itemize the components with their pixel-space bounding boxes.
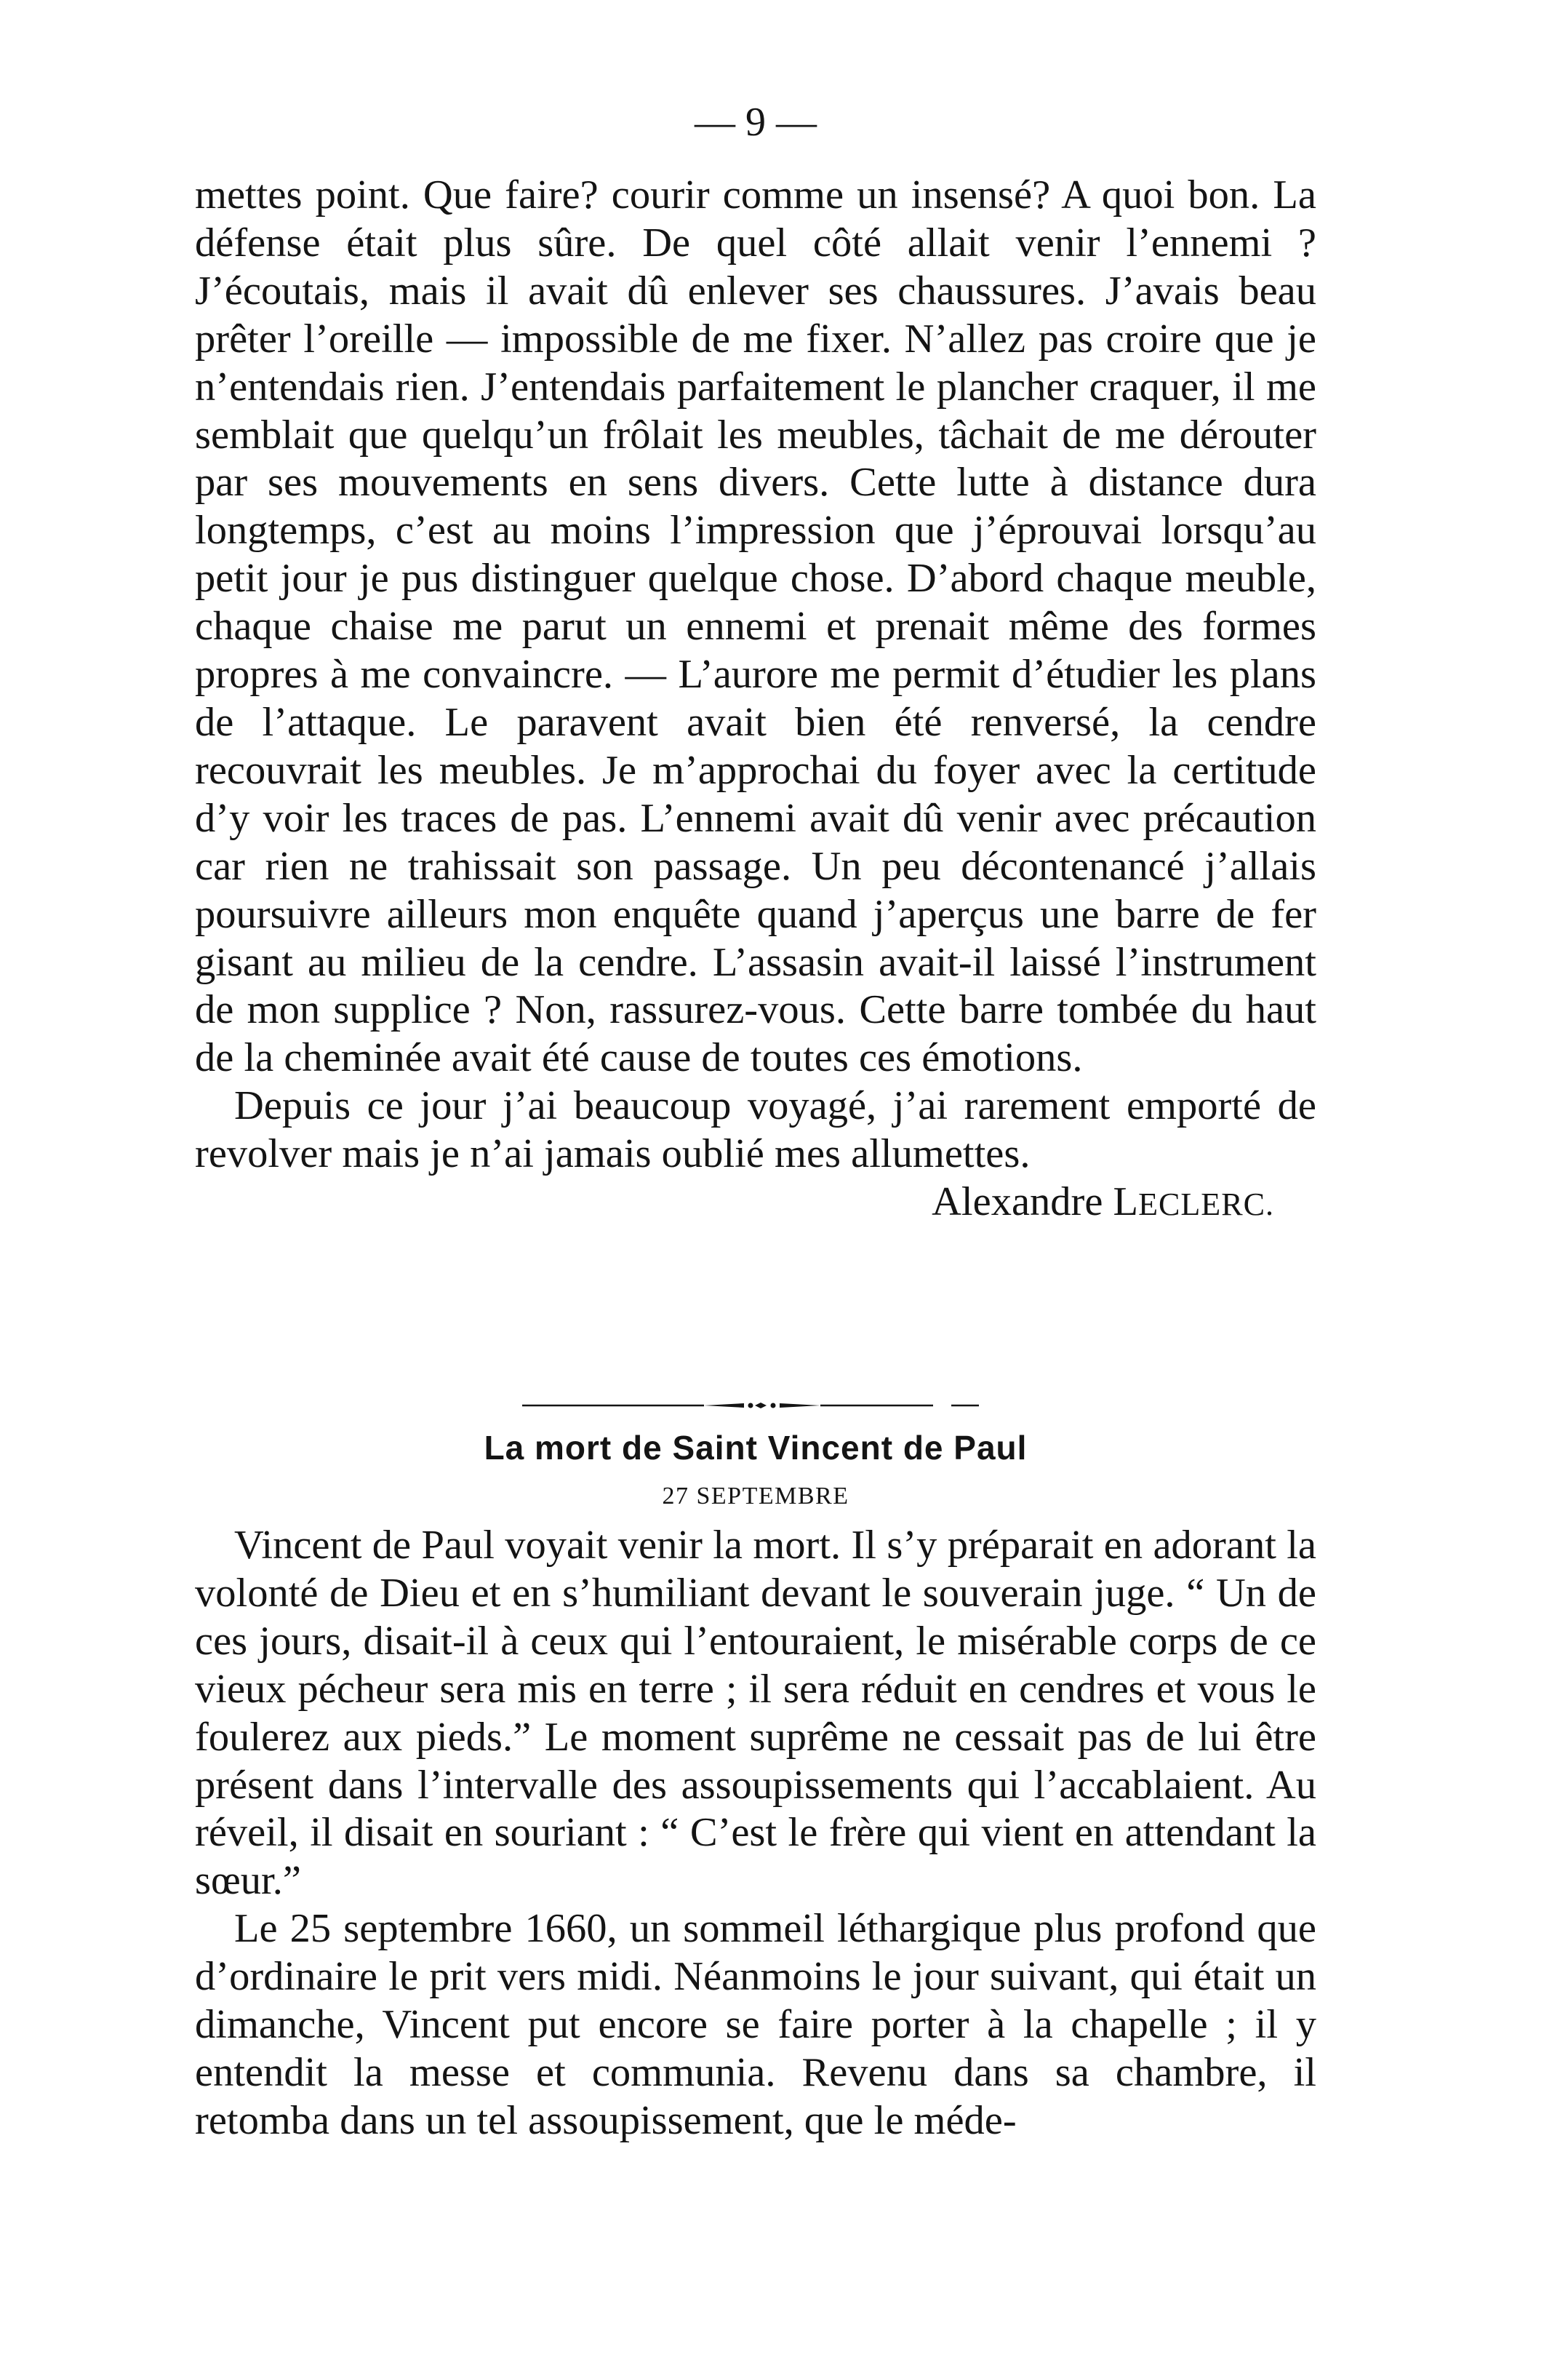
page-number: — 9 — <box>695 100 817 145</box>
book-page <box>195 0 1316 2365</box>
author-signature <box>195 1178 1316 1229</box>
second-section-text <box>195 1522 1316 2145</box>
section-date: 27 SEPTEMBRE <box>662 1483 849 1509</box>
first-section-text <box>195 172 1316 1229</box>
section-title: La mort de Saint Vincent de Paul <box>484 1429 1028 1467</box>
signature-surname: ECLERC. <box>1138 1187 1274 1223</box>
signature-name: Alexandre L <box>932 1179 1139 1225</box>
paragraph: Depuis ce jour j’ai beaucoup voyagé, j’ai rarement emporté de revolver mais je n’ai jamais oublié mes allumettes. <box>195 1083 1316 1177</box>
paragraph: Vincent de Paul voyait venir la mort. Il s’y préparait en adorant la volonté de Dieu et en s’humiliant devant le souverain juge. “ Un de ces jours, disait-il à ceux qui l’entouraient, le misérable corps de ce vieux pécheur sera mis en terre ; il sera réduit en cendres et vous le foulerez aux pieds.” Le moment suprême ne cessait pas de lui être présent dans l’intervalle des assoupissements qui l’accablaient. Au réveil, il disait en souriant : “ C’est le frère qui vient en attendant la sœur.” <box>195 1523 1316 1904</box>
paragraph: Le 25 septembre 1660, un sommeil léthargique plus profond que d’ordinaire le prit vers midi. Néanmoins le jour suivant, qui était un dimanche, Vincent put encore se faire porter à la chapelle ; il y entendit la messe et communia. Revenu dans sa chambre, il retomba dans un tel assoupissement, que le méde- <box>195 1906 1316 2143</box>
section-separator <box>522 1401 988 1410</box>
paragraph: mettes point. Que faire? courir comme un insensé? A quoi bon. La défense était plus sûre. De quel côté allait venir l’ennemi ? J’écoutais, mais il avait dû enlever ses chaussures. J’avais beau prêter l’oreille — impossible de me fixer. N’allez pas croire que je n’entendais rien. J’entendais parfaitement le plancher craquer, il me semblait que quelqu’un frôlait les meubles, tâchait de me dérouter par ses mouvements en sens divers. Cette lutte à distance dura longtemps, c’est au moins l’impression que j’éprouvai lorsqu’au petit jour je pus distinguer quelque chose. D’abord chaque meuble, chaque chaise me parut un ennemi et prenait même des formes propres à me convaincre. — L’aurore me permit d’étudier les plans de l’attaque. Le paravent avait bien été renversé, la cendre recouvrait les meubles. Je m’approchai du foyer avec la certitude d’y voir les traces de pas. L’ennemi avait dû venir avec précaution car rien ne trahissait son passage. Un peu décontenancé j’allais poursuivre ailleurs mon enquête quand j’aperçus une barre de fer gisant au milieu de la cendre. L’assasin avait-il laissé l’instrument de mon supplice ? Non, rassurez-vous. Cette barre tombée du haut de la cheminée avait été cause de toutes ces émotions. <box>195 172 1316 1081</box>
